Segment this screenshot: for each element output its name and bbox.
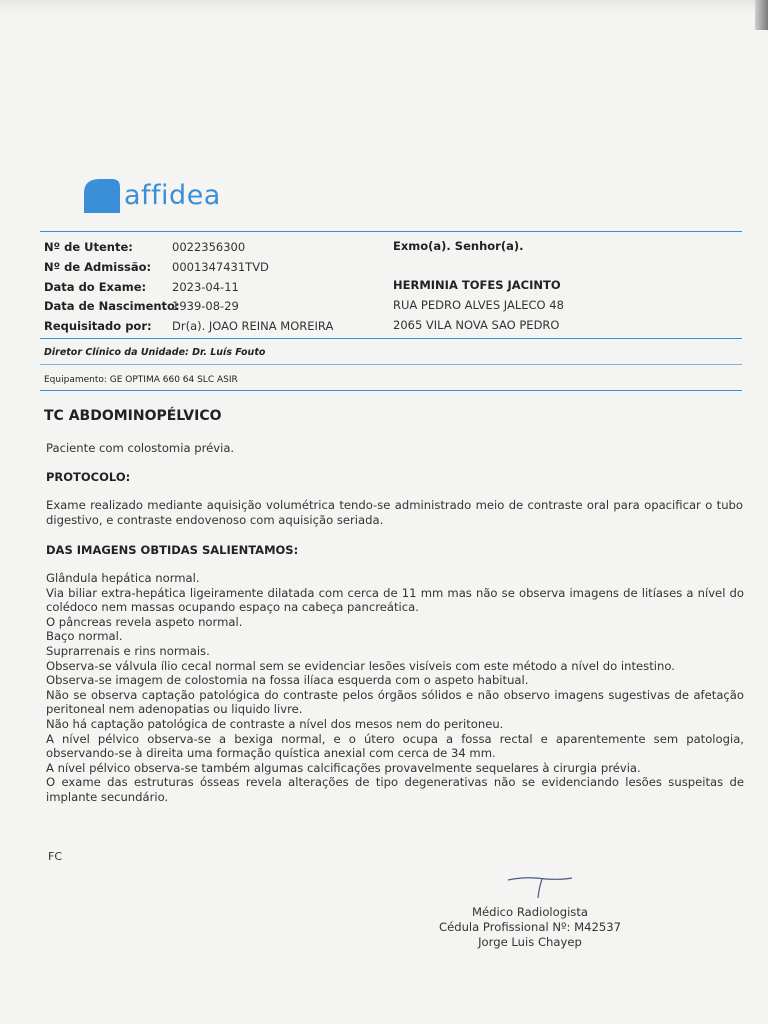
header-divider bbox=[40, 231, 742, 232]
equipment-info: Equipamento: GE OPTIMA 660 64 SLC ASIR bbox=[44, 375, 238, 385]
exame-date-value: 2023-04-11 bbox=[172, 280, 239, 294]
report-title: TC ABDOMINOPÉLVICO bbox=[44, 408, 222, 424]
addressee-street: RUA PEDRO ALVES JALECO 48 bbox=[393, 298, 564, 312]
utente-value: 0022356300 bbox=[172, 240, 246, 254]
signature-block bbox=[430, 905, 630, 950]
birth-date-label: Data de Nascimento: bbox=[44, 299, 180, 313]
addressee-name: HERMINIA TOFES JACINTO bbox=[393, 278, 561, 292]
protocol-heading: PROTOCOLO: bbox=[46, 470, 131, 484]
signature-role: Médico Radiologista bbox=[471, 905, 589, 919]
finding-item: A nível pélvico observa-se a bexiga normal, e o útero ocupa a fossa rectal e aparentemente sem patologia, observando-se à direita uma formação quística anexial com cerca de 34 mm. bbox=[46, 731, 744, 761]
finding-item: Suprarrenais e rins normais. bbox=[46, 643, 210, 658]
equipment-divider bbox=[40, 390, 742, 391]
finding-item: Baço normal. bbox=[46, 629, 123, 644]
findings-heading: DAS IMAGENS OBTIDAS SALIENTAMOS: bbox=[46, 543, 299, 557]
birth-date-value: 1939-08-29 bbox=[172, 299, 239, 313]
affidea-logo bbox=[78, 176, 221, 216]
finding-item: Via biliar extra-hepática ligeiramente dilatada com cerca de 11 mm mas não se observa imagens de litíases a nível do colédoco nem massas ocupando espaço na cabeça pancreática. bbox=[46, 585, 744, 615]
scan-corner-shadow bbox=[755, 0, 768, 30]
signature-name: Jorge Luis Chayep bbox=[478, 935, 582, 949]
addressee-city: 2065 VILA NOVA SAO PEDRO bbox=[393, 318, 560, 332]
report-initials: FC bbox=[48, 850, 63, 863]
signature-license: Cédula Profissional Nº: M42537 bbox=[438, 920, 621, 934]
protocol-text: Exame realizado mediante aquisição volumétrica tendo-se administrado meio de contraste oral para opacificar o tubo digestivo, e contraste endovenoso com aquisição seriada. bbox=[46, 498, 743, 527]
finding-item: Não há captação patológica de contraste a nível dos mesos nem do peritoneu. bbox=[46, 716, 504, 731]
finding-item: O exame das estruturas ósseas revela alterações de tipo degenerativas não se evidenciando lesões suspeitas de implante secundário. bbox=[46, 775, 744, 804]
affidea-logo-icon bbox=[78, 177, 122, 215]
handwritten-signature bbox=[506, 872, 576, 900]
scan-top-border bbox=[0, 0, 768, 14]
clinical-director: Diretor Clínico da Unidade: Dr. Luís Fouto bbox=[44, 347, 266, 358]
utente-label: Nº de Utente: bbox=[44, 240, 133, 254]
finding-item: Observa-se válvula ílio cecal normal sem se evidenciar lesões visíveis com este método a nível do intestino. bbox=[46, 658, 675, 673]
info-divider bbox=[40, 338, 742, 339]
addressee-greeting: Exmo(a). Senhor(a). bbox=[393, 239, 524, 253]
requested-by-value: Dr(a). JOAO REINA MOREIRA bbox=[172, 319, 334, 333]
admissao-label: Nº de Admissão: bbox=[44, 260, 152, 274]
finding-item: Observa-se imagem de colostomia na fossa ilíaca esquerda com o aspeto habitual. bbox=[46, 673, 529, 688]
report-intro: Paciente com colostomia prévia. bbox=[46, 441, 235, 455]
requested-by-label: Requisitado por: bbox=[44, 319, 152, 333]
findings-list bbox=[46, 571, 744, 805]
finding-item: Não se observa captação patológica do contraste pelos órgãos sólidos e não observo imagens sugestivas de afetação peritoneal nem adenopatias ou liquido livre. bbox=[46, 687, 744, 717]
finding-item: A nível pélvico observa-se também algumas calcificações provavelmente sequelares à cirurgia prévia. bbox=[46, 760, 641, 775]
exame-date-label: Data do Exame: bbox=[44, 280, 147, 294]
finding-item: O pâncreas revela aspeto normal. bbox=[46, 614, 243, 629]
brand-name: affidea bbox=[124, 179, 221, 211]
finding-item: Glândula hepática normal. bbox=[46, 571, 200, 585]
director-divider bbox=[40, 364, 742, 365]
admissao-value: 0001347431TVD bbox=[172, 260, 269, 274]
